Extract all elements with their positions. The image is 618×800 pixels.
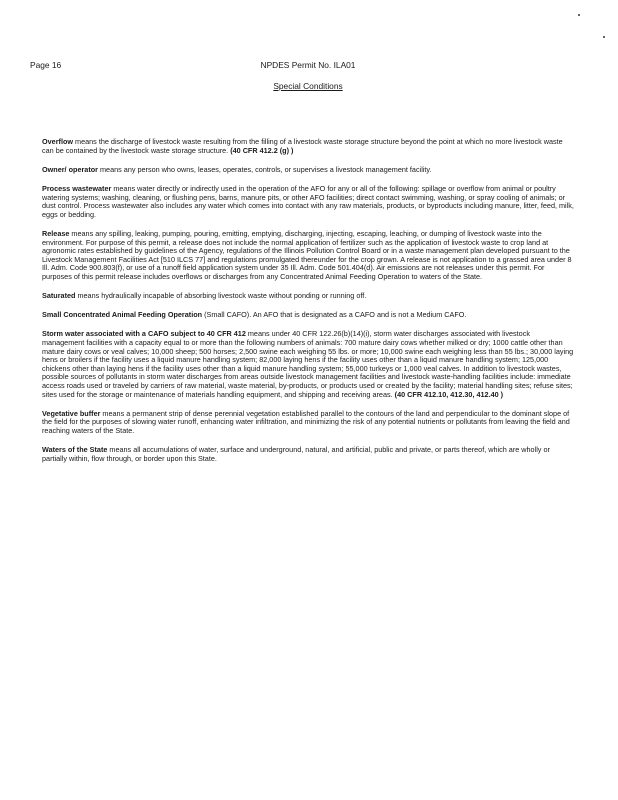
page-title: Special Conditions (273, 81, 343, 91)
page-number: Page 16 (30, 60, 62, 70)
definition-overflow (42, 138, 574, 155)
definition-text: means the discharge of livestock waste resulting from the filling of a livestock waste storage structure beyond the point at which no more livestock waste can be contained by the livestock waste storage structure. (42, 137, 563, 155)
definition-term: Waters of the State (42, 445, 108, 455)
definition-term: Saturated (42, 291, 76, 301)
definition-owner-operator (42, 166, 574, 175)
definition-process-wastewater (42, 185, 574, 219)
definition-text: means a permanent strip of dense perennial vegetation established parallel to the contours of the land and perpendicular to the dominant slope of the field for the purposes of slowing water runoff, enhancing water infiltration, and minimizing the risk of any potential nutrients or pollutants from leaving the field and reaching waters of the State. (42, 408, 570, 435)
definition-text: means under 40 CFR 122.26(b)(14)(i), storm water discharges associated with livestock management facilities with a capacity equal to or more than the following numbers of animals: 700 mature dairy cows whether milked or dry; 1000 cattle other than mature dairy cows or veal calves; 10,000 sheep; 500 horses; 2,500 swine each weighing 55 lbs. or more; 10,000 swine each weighing less than 55 lbs.; 30,000 laying hens or broilers if the facility uses a liquid manure handling system; 82,000 laying hens if the facility uses other than a liquid manure handling system; 125,000 chickens other than laying hens if the facility uses other than a liquid manure handling system; 55,000 turkeys or 1,000 veal calves. In addition to livestock wastes, possible sources of pollutants in storm water discharges from areas outside livestock management facilities and livestock waste-handling facilities include: immediate access roads used or traveled by carriers of raw material, waste material, by-products, or products used or created by the facility; material handling sites; refuse sites; sites used for the storage or maintenance of materials handling equipment, and shipping and receiving areas. (42, 329, 574, 399)
definition-term: Process wastewater (42, 183, 112, 193)
definition-vegetative-buffer (42, 410, 574, 436)
definition-term: Vegetative buffer (42, 408, 101, 418)
definition-term: Owner/ operator (42, 164, 98, 174)
scan-speck (603, 36, 605, 38)
permit-number: NPDES Permit No. ILA01 (260, 60, 356, 70)
definition-citation: (40 CFR 412.10, 412.30, 412.40 ) (394, 389, 504, 399)
definition-storm-water (42, 330, 574, 399)
definition-waters-of-the-state (42, 446, 574, 463)
scan-speck (578, 14, 580, 16)
definition-citation: (40 CFR 412.2 (g) ) (230, 145, 294, 155)
definitions-section (42, 138, 574, 474)
definition-small-cafo (42, 311, 574, 320)
definition-saturated (42, 292, 574, 301)
definition-text: means any person who owns, leases, operates, controls, or supervises a livestock management facility. (98, 164, 432, 174)
definition-text: (Small CAFO). An AFO that is designated as a CAFO and is not a Medium CAFO. (202, 310, 467, 320)
definition-term: Storm water associated with a CAFO subject to 40 CFR 412 (42, 329, 246, 339)
definition-text: means hydraulically incapable of absorbing livestock waste without ponding or running off. (75, 291, 367, 301)
definition-text: means water directly or indirectly used in the operation of the AFO for any or all of the following: spillage or overflow from animal or poultry watering systems; washing, cleaning, or flushing pens, barns, manure pits, or other AFO facilities; direct contact swimming, washing, or spray cooling of animals; or dust control. Process wastewater also includes any water which comes into contact with any raw materials, products, or byproducts including manure, litter, feed, milk, eggs or bedding. (42, 183, 574, 219)
definition-term: Small Concentrated Animal Feeding Operation (42, 310, 203, 320)
definition-text: means all accumulations of water, surface and underground, natural, and artificial, public and private, or parts thereof, which are wholly or partially within, flow through, or border upon this State. (42, 445, 550, 463)
definition-term: Overflow (42, 137, 74, 146)
definition-release (42, 230, 574, 282)
definition-text: means any spilling, leaking, pumping, pouring, emitting, emptying, discharging, injecting, escaping, leaching, or dumping of livestock waste into the environment. For purpose of this permit, a release does not include the normal application of fertilizer such as the application of livestock waste to crop land at agronomic rates established by guidelines of the Agency, regulations of the Illinois Pollution Control Board or in a waste management plan developed pursuant to the Livestock Management Facilities Act [510 ILCS 77] and regulations promulgated thereunder for the crop grown. A release is not application to a grassed area under 8 Ill. Adm. Code 900.803(f), or use of a runoff field application system under 35 Ill. Adm. Code 501.404(d). Air emissions are not releases under this permit. For purposes of this permit release includes overflows or discharges from any Concentrated Animal Feeding Operation to waters of the State. (42, 228, 572, 281)
definition-term: Release (42, 228, 70, 238)
